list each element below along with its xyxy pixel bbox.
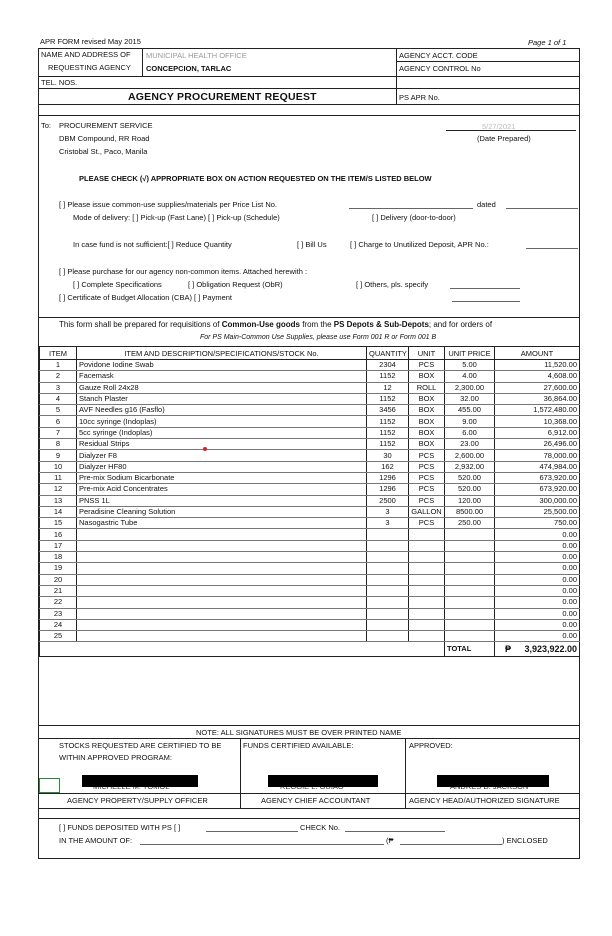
row-amount[interactable]: 6,912.00 (495, 427, 580, 438)
row-unit-price[interactable]: 120.00 (445, 495, 495, 506)
row-quantity[interactable] (367, 585, 409, 596)
row-quantity[interactable]: 3456 (367, 405, 409, 416)
table-row (40, 574, 580, 585)
row-item-number[interactable]: 8 (40, 439, 77, 450)
row-item-number[interactable]: 19 (40, 563, 77, 574)
row-amount[interactable]: 0.00 (495, 574, 580, 585)
row-unit-price[interactable] (445, 552, 495, 563)
row-quantity[interactable] (367, 619, 409, 630)
row-unit[interactable] (409, 585, 445, 596)
row-item-number[interactable]: 1 (40, 360, 77, 371)
row-quantity[interactable]: 2304 (367, 360, 409, 371)
row-amount[interactable]: 26,496.00 (495, 439, 580, 450)
complete-specs-checkbox[interactable]: [ ] Complete Specifications (73, 280, 162, 289)
table-row (40, 518, 580, 529)
check-no-label: CHECK No. (300, 823, 341, 832)
row-description[interactable] (77, 585, 367, 596)
row-quantity[interactable] (367, 574, 409, 585)
row-unit[interactable]: PCS (409, 518, 445, 529)
row-description[interactable]: Stanch Plaster (77, 393, 367, 404)
stocks-certified-line2: WITHIN APPROVED PROGRAM: (59, 753, 172, 762)
row-unit[interactable]: ROLL (409, 382, 445, 393)
row-amount[interactable]: 11,520.00 (495, 360, 580, 371)
row-amount[interactable]: 474,984.00 (495, 461, 580, 472)
agency-acct-code-label: AGENCY ACCT. CODE (399, 51, 478, 60)
row-item-number[interactable]: 12 (40, 484, 77, 495)
row-quantity[interactable]: 1152 (367, 427, 409, 438)
row-quantity[interactable]: 1152 (367, 439, 409, 450)
funds-deposited-checkbox[interactable]: [ ] FUNDS DEPOSITED WITH PS [ ] (59, 823, 181, 832)
row-unit-price[interactable]: 6.00 (445, 427, 495, 438)
row-unit[interactable] (409, 540, 445, 551)
row-description[interactable] (77, 563, 367, 574)
col-header-quantity: QUANTITY (367, 347, 409, 360)
row-item-number[interactable]: 25 (40, 631, 77, 642)
table-row (40, 608, 580, 619)
row-unit-price[interactable] (445, 585, 495, 596)
cba-payment-checkbox[interactable]: [ ] Certificate of Budget Allocation (CBA) [ ] Payment (59, 293, 232, 302)
row-unit[interactable]: BOX (409, 427, 445, 438)
row-amount[interactable]: 10,368.00 (495, 416, 580, 427)
row-quantity[interactable]: 1152 (367, 371, 409, 382)
row-unit-price[interactable]: 250.00 (445, 518, 495, 529)
table-row (40, 619, 580, 630)
row-item-number[interactable]: 18 (40, 552, 77, 563)
row-unit[interactable]: PCS (409, 450, 445, 461)
row-description[interactable] (77, 619, 367, 630)
row-description[interactable]: Nasogastric Tube (77, 518, 367, 529)
property-officer-label: AGENCY PROPERTY/SUPPLY OFFICER (67, 796, 208, 805)
row-unit-price[interactable] (445, 574, 495, 585)
agency-head-label: AGENCY HEAD/AUTHORIZED SIGNATURE (409, 796, 560, 805)
to-label: To: (41, 121, 52, 130)
row-unit-price[interactable] (445, 619, 495, 630)
row-unit-price[interactable]: 520.00 (445, 484, 495, 495)
row-quantity[interactable]: 1152 (367, 393, 409, 404)
redaction-bar (268, 775, 378, 787)
row-unit-price[interactable] (445, 608, 495, 619)
chief-accountant-label: AGENCY CHIEF ACCOUNTANT (261, 796, 371, 805)
row-quantity[interactable]: 1296 (367, 484, 409, 495)
row-unit[interactable]: GALLON (409, 506, 445, 517)
row-unit-price[interactable]: 23.00 (445, 439, 495, 450)
total-label: TOTAL (445, 642, 495, 657)
table-row (40, 597, 580, 608)
table-row (40, 585, 580, 596)
col-header-description: ITEM AND DESCRIPTION/SPECIFICATIONS/STOCK No. (77, 347, 367, 360)
row-amount[interactable]: 0.00 (495, 631, 580, 642)
table-row (40, 552, 580, 563)
table-row (40, 416, 580, 427)
row-description[interactable]: AVF Needles g16 (Fasflo) (77, 405, 367, 416)
date-prepared-value[interactable]: 5/27/2021 (482, 122, 516, 131)
signature-note: NOTE: ALL SIGNATURES MUST BE OVER PRINTED NAME (196, 728, 402, 737)
row-amount[interactable]: 0.00 (495, 552, 580, 563)
row-item-number[interactable]: 2 (40, 371, 77, 382)
col-header-unit-price: UNIT PRICE (445, 347, 495, 360)
row-description[interactable]: PNSS 1L (77, 495, 367, 506)
others-checkbox[interactable]: [ ] Others, pls. specify (356, 280, 429, 289)
row-quantity[interactable]: 1296 (367, 472, 409, 483)
redaction-bar (437, 775, 549, 787)
row-quantity[interactable] (367, 563, 409, 574)
row-item-number[interactable]: 14 (40, 506, 77, 517)
address-line-1: PROCUREMENT SERVICE (59, 121, 153, 130)
row-quantity[interactable]: 162 (367, 461, 409, 472)
row-item-number[interactable]: 16 (40, 529, 77, 540)
row-unit[interactable] (409, 563, 445, 574)
row-unit[interactable] (409, 552, 445, 563)
row-quantity[interactable] (367, 540, 409, 551)
ps-apr-no-label: PS APR No. (399, 93, 440, 102)
row-quantity[interactable] (367, 608, 409, 619)
row-item-number[interactable]: 20 (40, 574, 77, 585)
row-unit[interactable]: BOX (409, 416, 445, 427)
stocks-certified-line1: STOCKS REQUESTED ARE CERTIFIED TO BE (59, 741, 222, 750)
table-row (40, 631, 580, 642)
row-unit[interactable]: BOX (409, 439, 445, 450)
row-description[interactable] (77, 529, 367, 540)
row-description[interactable]: Dialyzer HF80 (77, 461, 367, 472)
table-row (40, 427, 580, 438)
table-row (40, 382, 580, 393)
row-unit[interactable]: PCS (409, 472, 445, 483)
row-amount[interactable]: 673,920.00 (495, 484, 580, 495)
row-amount[interactable]: 27,600.00 (495, 382, 580, 393)
row-description[interactable] (77, 552, 367, 563)
page-title: AGENCY PROCUREMENT REQUEST (128, 91, 317, 103)
row-unit-price[interactable]: 8500.00 (445, 506, 495, 517)
peso-open: (₱ (386, 836, 394, 845)
row-description[interactable]: Gauze Roll 24x28 (77, 382, 367, 393)
address-line-2: DBM Compound, RR Road (59, 134, 150, 143)
row-unit[interactable] (409, 608, 445, 619)
table-row (40, 540, 580, 551)
row-item-number[interactable]: 11 (40, 472, 77, 483)
row-description[interactable]: Dialyzer F8 (77, 450, 367, 461)
form-revision: APR FORM revised May 2015 (40, 37, 141, 46)
selected-cell-marker[interactable] (39, 778, 60, 793)
table-row (40, 484, 580, 495)
table-row (40, 495, 580, 506)
dated-label: dated (477, 200, 496, 209)
agency-name: MUNICIPAL HEALTH OFFICE (146, 51, 247, 60)
col-header-item: ITEM (40, 347, 77, 360)
col-header-unit: UNIT (409, 347, 445, 360)
row-amount[interactable]: 0.00 (495, 529, 580, 540)
items-table (39, 346, 580, 657)
row-unit[interactable]: PCS (409, 484, 445, 495)
row-description[interactable] (77, 540, 367, 551)
row-item-number[interactable]: 17 (40, 540, 77, 551)
row-amount[interactable]: 0.00 (495, 563, 580, 574)
row-item-number[interactable]: 13 (40, 495, 77, 506)
enclosed-label: ) ENCLOSED (502, 836, 548, 845)
total-spacer (40, 642, 445, 657)
row-item-number[interactable]: 15 (40, 518, 77, 529)
row-unit-price[interactable]: 32.00 (445, 393, 495, 404)
row-quantity[interactable]: 1152 (367, 416, 409, 427)
row-item-number[interactable]: 21 (40, 585, 77, 596)
row-amount[interactable]: 1,572,480.00 (495, 405, 580, 416)
name-address-label: NAME AND ADDRESS OF (41, 50, 131, 59)
row-description[interactable]: 5cc syringe (Indoplas) (77, 427, 367, 438)
row-description[interactable] (77, 608, 367, 619)
row-item-number[interactable]: 10 (40, 461, 77, 472)
row-unit-price[interactable]: 4.00 (445, 371, 495, 382)
page-number: Page 1 of 1 (528, 38, 567, 47)
row-unit[interactable]: PCS (409, 360, 445, 371)
row-amount[interactable]: 300,000.00 (495, 495, 580, 506)
row-description[interactable]: Residual Strips (77, 439, 367, 450)
requesting-agency-label: REQUESTING AGENCY (48, 63, 131, 72)
row-amount[interactable]: 750.00 (495, 518, 580, 529)
table-row (40, 439, 580, 450)
row-unit-price[interactable] (445, 631, 495, 642)
total-row (40, 642, 580, 657)
peso-symbol: ₱ (505, 644, 512, 655)
row-unit-price[interactable]: 2,600.00 (445, 450, 495, 461)
row-unit[interactable]: PCS (409, 495, 445, 506)
address-line-3: Cristobal St., Paco, Manila (59, 147, 148, 156)
row-item-number[interactable]: 7 (40, 427, 77, 438)
row-unit[interactable]: BOX (409, 405, 445, 416)
total-value: 3,923,922.00 (524, 644, 577, 655)
funds-certified-label: FUNDS CERTIFIED AVAILABLE: (243, 741, 354, 750)
option-purchase-checkbox[interactable]: [ ] Please purchase for our agency non-common items. Attached herewith : (59, 267, 308, 276)
row-quantity[interactable]: 12 (367, 382, 409, 393)
amount-of-label: IN THE AMOUNT OF: (59, 836, 133, 845)
date-prepared-label: (Date Prepared) (477, 134, 531, 143)
row-description[interactable]: Facemask (77, 371, 367, 382)
agency-location: CONCEPCION, TARLAC (146, 64, 232, 73)
row-quantity[interactable]: 3 (367, 518, 409, 529)
row-description[interactable]: Peradisine Cleaning Solution (77, 506, 367, 517)
option-issue-checkbox[interactable]: [ ] Please issue common-use supplies/materials per Price List No. (59, 200, 278, 209)
row-unit-price[interactable]: 2,932.00 (445, 461, 495, 472)
row-description[interactable] (77, 631, 367, 642)
row-quantity[interactable] (367, 552, 409, 563)
table-row (40, 360, 580, 371)
row-amount[interactable]: 0.00 (495, 608, 580, 619)
row-amount[interactable]: 0.00 (495, 585, 580, 596)
table-header-row (40, 347, 580, 360)
row-amount[interactable]: 36,864.00 (495, 393, 580, 404)
table-row (40, 506, 580, 517)
row-quantity[interactable] (367, 597, 409, 608)
row-amount[interactable]: 673,920.00 (495, 472, 580, 483)
row-description[interactable]: Pre-mix Acid Concentrates (77, 484, 367, 495)
row-unit-price[interactable]: 455.00 (445, 405, 495, 416)
table-row (40, 393, 580, 404)
red-dot-mark (203, 447, 207, 451)
row-amount[interactable]: 4,608.00 (495, 371, 580, 382)
agency-control-no-label: AGENCY CONTROL No (399, 64, 481, 73)
delivery-mode[interactable]: Mode of delivery: [ ] Pick-up (Fast Lane) [ ] Pick-up (Schedule) (73, 213, 280, 222)
approved-label: APPROVED: (409, 741, 453, 750)
row-unit-price[interactable] (445, 540, 495, 551)
charge-deposit-checkbox[interactable]: [ ] Charge to Unutilized Deposit, APR No.: (350, 240, 489, 249)
tel-label: TEL. NOS. (41, 78, 78, 87)
row-unit[interactable] (409, 574, 445, 585)
row-quantity[interactable]: 3 (367, 506, 409, 517)
col-header-amount: AMOUNT (495, 347, 580, 360)
row-unit-price[interactable]: 2,300.00 (445, 382, 495, 393)
total-cell (495, 642, 580, 657)
row-item-number[interactable]: 5 (40, 405, 77, 416)
row-unit[interactable] (409, 597, 445, 608)
redaction-bar (82, 775, 198, 787)
row-description[interactable]: Povidone Iodine Swab (77, 360, 367, 371)
table-row (40, 472, 580, 483)
row-amount[interactable]: 0.00 (495, 597, 580, 608)
row-unit[interactable] (409, 631, 445, 642)
table-row (40, 563, 580, 574)
table-row (40, 405, 580, 416)
row-item-number[interactable]: 23 (40, 608, 77, 619)
row-item-number[interactable]: 3 (40, 382, 77, 393)
row-quantity[interactable] (367, 529, 409, 540)
row-unit-price[interactable]: 9.00 (445, 416, 495, 427)
row-unit[interactable]: BOX (409, 371, 445, 382)
row-item-number[interactable]: 4 (40, 393, 77, 404)
row-unit-price[interactable] (445, 597, 495, 608)
row-description[interactable]: 10cc syringe (Indoplas) (77, 416, 367, 427)
row-unit-price[interactable]: 5.00 (445, 360, 495, 371)
row-unit-price[interactable] (445, 529, 495, 540)
row-item-number[interactable]: 24 (40, 619, 77, 630)
form-note: This form shall be prepared for requisitions of Common-Use goods from the PS Depots & Sub-Depots; and for orders of (59, 320, 493, 329)
row-unit[interactable] (409, 529, 445, 540)
row-amount[interactable]: 25,500.00 (495, 506, 580, 517)
row-amount[interactable]: 78,000.00 (495, 450, 580, 461)
table-row (40, 461, 580, 472)
row-unit[interactable] (409, 619, 445, 630)
row-unit-price[interactable]: 520.00 (445, 472, 495, 483)
row-item-number[interactable]: 6 (40, 416, 77, 427)
table-row (40, 529, 580, 540)
delivery-door-checkbox[interactable]: [ ] Delivery (door-to-door) (372, 213, 456, 222)
row-description[interactable] (77, 574, 367, 585)
row-description[interactable]: Pre-mix Sodium Bicarbonate (77, 472, 367, 483)
row-amount[interactable]: 0.00 (495, 619, 580, 630)
obligation-request-checkbox[interactable]: [ ] Obligation Request (ObR) (188, 280, 283, 289)
bill-us-checkbox[interactable]: [ ] Bill Us (297, 240, 327, 249)
row-item-number[interactable]: 9 (40, 450, 77, 461)
row-unit[interactable]: BOX (409, 393, 445, 404)
row-item-number[interactable]: 22 (40, 597, 77, 608)
table-row (40, 450, 580, 461)
row-description[interactable] (77, 597, 367, 608)
row-unit-price[interactable] (445, 563, 495, 574)
row-quantity[interactable]: 2500 (367, 495, 409, 506)
row-unit[interactable]: PCS (409, 461, 445, 472)
row-amount[interactable]: 0.00 (495, 540, 580, 551)
form-note-italic: For PS Main-Common Use Supplies, please use Form 001 R or Form 001 B (200, 334, 437, 341)
row-quantity[interactable]: 30 (367, 450, 409, 461)
insufficient-fund-option[interactable]: In case fund is not sufficient:[ ] Reduce Quantity (73, 240, 232, 249)
table-row (40, 371, 580, 382)
row-quantity[interactable] (367, 631, 409, 642)
check-heading: PLEASE CHECK (√) APPROPRIATE BOX ON ACTION REQUESTED ON THE ITEM/S LISTED BELOW (79, 174, 432, 183)
